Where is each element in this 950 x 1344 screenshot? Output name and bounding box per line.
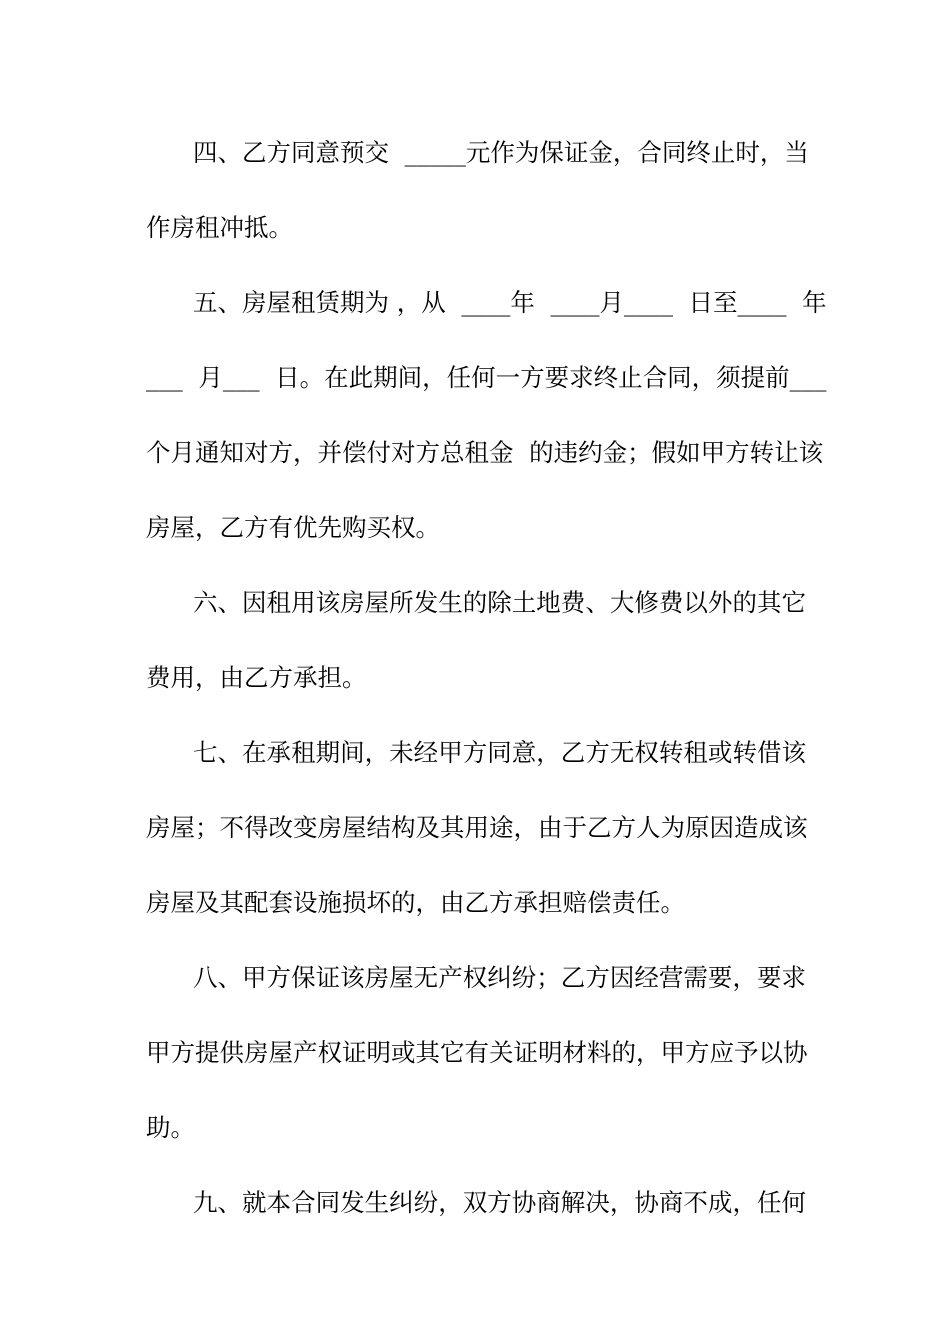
clause-8-line-3: 助。 [146, 1113, 195, 1142]
clause-7-line-2: 房屋；不得改变房屋结构及其用途，由于乙方人为原因造成该 [146, 813, 808, 842]
clause-6-line-2: 费用，由乙方承担。 [146, 663, 367, 692]
clause-8-line-2: 甲方提供房屋产权证明或其它有关证明材料的，甲方应予以协 [146, 1038, 808, 1067]
clause-7-line-3: 房屋及其配套设施损坏的，由乙方承担赔偿责任。 [146, 888, 685, 917]
clause-5-line-1: 五、房屋租赁期为 ，从 ____年 ____月____ 日至____ 年 [193, 288, 827, 317]
clause-5-line-4: 房屋，乙方有优先购买权。 [146, 513, 440, 542]
clause-9-line-1: 九、就本合同发生纠纷，双方协商解决，协商不成，任何 [193, 1188, 806, 1217]
clause-5-line-2: ___ 月___ 日。在此期间，任何一方要求终止合同，须提前___ [146, 363, 827, 392]
clause-8-line-1: 八、甲方保证该房屋无产权纠纷；乙方因经营需要，要求 [193, 963, 806, 992]
clause-4-line-1: 四、乙方同意预交 _____元作为保证金，合同终止时，当 [193, 138, 809, 167]
clause-4-line-2: 作房租冲抵。 [146, 213, 293, 242]
clause-5-line-3: 个月通知对方，并偿付对方总租金 的违约金；假如甲方转让该 [146, 438, 824, 467]
clause-6-line-1: 六、因租用该房屋所发生的除土地费、大修费以外的其它 [193, 588, 806, 617]
clause-7-line-1: 七、在承租期间，未经甲方同意，乙方无权转租或转借该 [193, 738, 806, 767]
